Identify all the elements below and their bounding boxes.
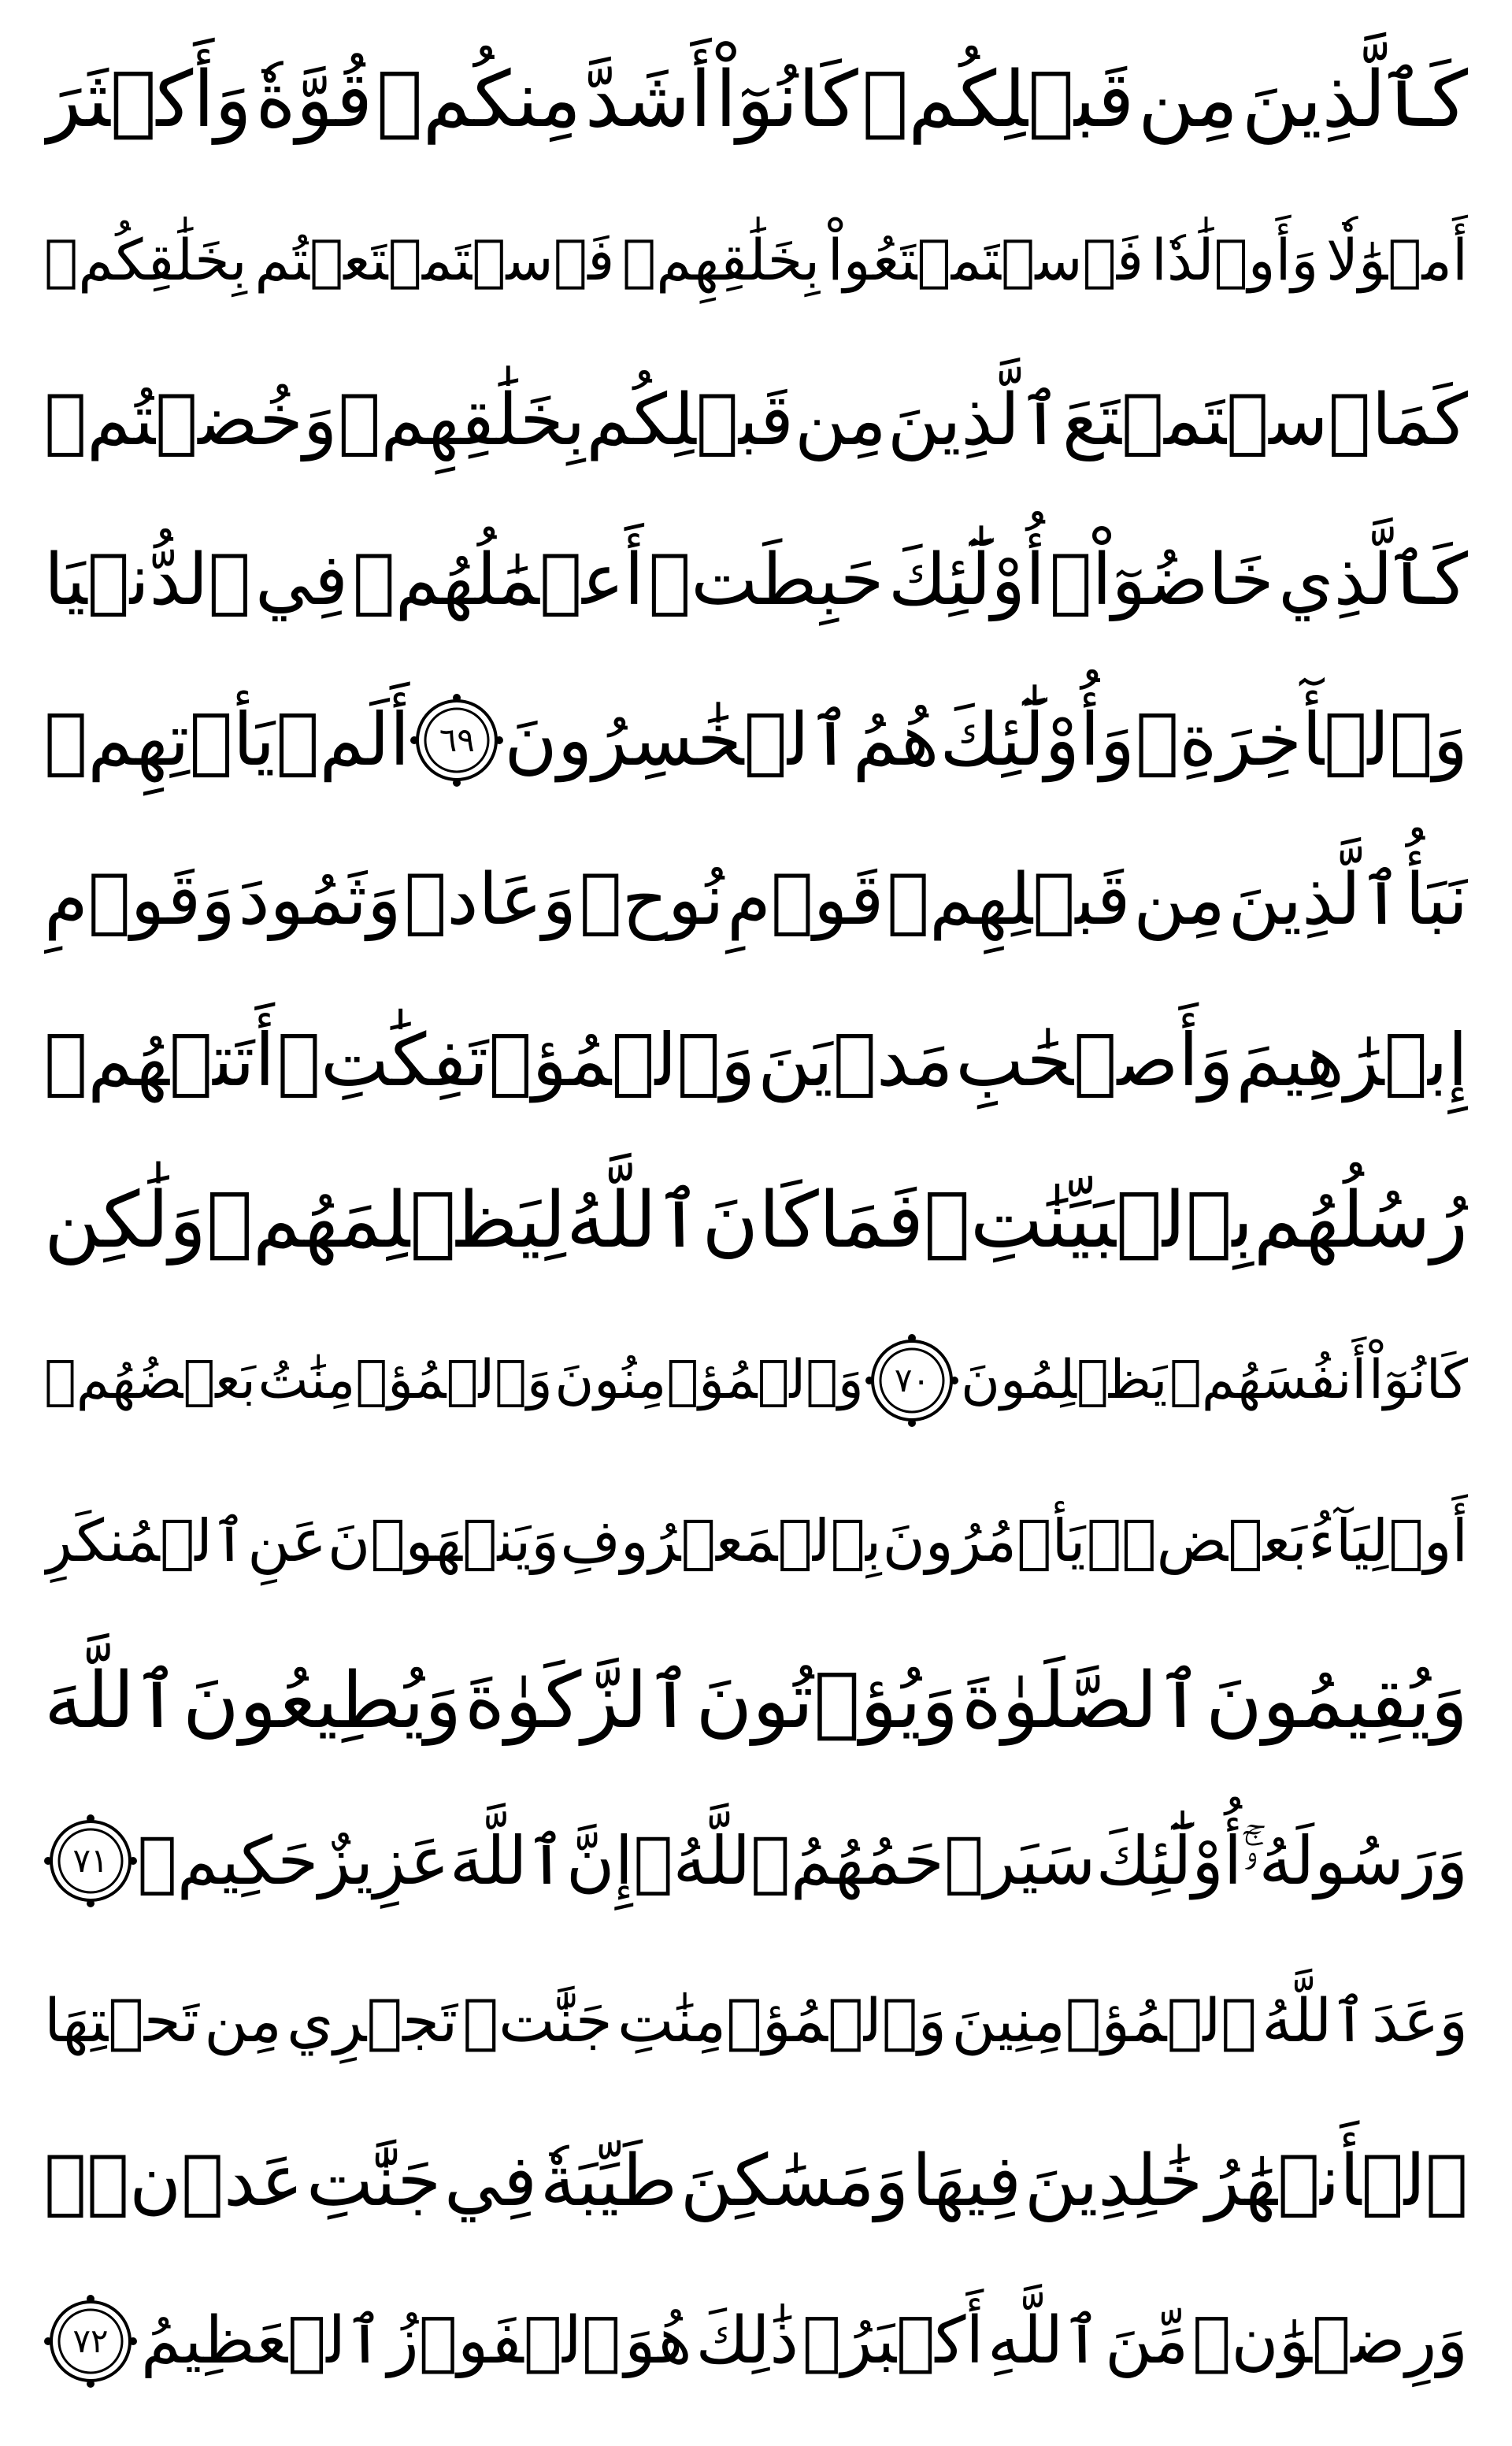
word: فَٱسۡتَمۡتَعۡتُم bbox=[254, 227, 615, 294]
text-line bbox=[44, 27, 1468, 173]
word: مَدۡيَنَ bbox=[758, 1017, 954, 1103]
word: وَٱلۡمُؤۡتَفِكَٰتِۚ bbox=[276, 1017, 756, 1103]
word: ٱلدُّنۡيَا bbox=[44, 538, 251, 621]
word: بِخَلَٰقِكُمۡ bbox=[44, 227, 247, 294]
text-line bbox=[44, 1468, 1468, 1614]
word: خَاضُوٓاْۚ bbox=[1049, 538, 1274, 621]
word: ٱلۡمُنكَرِ bbox=[44, 1507, 247, 1575]
word: وَٱلۡمُؤۡمِنَٰتُ bbox=[258, 1349, 553, 1412]
word: وَعَادٖ bbox=[404, 858, 576, 942]
ayah-number-marker bbox=[44, 2295, 137, 2388]
word: كَانُوٓاْ bbox=[715, 55, 858, 145]
word: نُوحٖ bbox=[579, 858, 724, 942]
word: بِٱلۡبَيِّنَٰتِۖ bbox=[924, 1175, 1254, 1266]
ayah-number: ٦٩ bbox=[439, 721, 475, 760]
text-line bbox=[44, 187, 1468, 333]
word: كَانَ bbox=[702, 1175, 819, 1266]
word: عَدۡنٖۚ bbox=[44, 2139, 304, 2222]
word: رُسُلُهُم bbox=[1253, 1175, 1468, 1266]
text-line bbox=[44, 2108, 1468, 2255]
word: ٱلَّذِينَ bbox=[887, 378, 1062, 461]
word: فَٱسۡتَمۡتَعُواْ bbox=[827, 227, 1144, 294]
word: وَرِضۡوَٰنٞ bbox=[1192, 2303, 1468, 2378]
word: قَبۡلِكُم bbox=[586, 378, 794, 461]
word: تَحۡتِهَا bbox=[44, 1985, 199, 2056]
word: ٱلۡفَوۡزُ bbox=[387, 2303, 621, 2378]
word: كَٱلَّذِي bbox=[1278, 538, 1468, 621]
word: سَيَرۡحَمُهُمُ bbox=[790, 1822, 1096, 1900]
text-line bbox=[44, 507, 1468, 654]
ayah-number-marker bbox=[865, 1334, 958, 1427]
word: مِن bbox=[1137, 55, 1239, 145]
word: تَجۡرِي bbox=[287, 1985, 458, 2056]
word: بَعۡضُهُمۡ bbox=[44, 1349, 256, 1412]
word: كَانُوٓاْ bbox=[1368, 1349, 1468, 1412]
word: إِنَّ bbox=[565, 1822, 633, 1900]
word: طَيِّبَةٗ bbox=[539, 2139, 678, 2222]
word: أَوۡلِيَآءُ bbox=[1308, 1507, 1468, 1575]
word: ٱلۡخَٰسِرُونَ bbox=[504, 698, 852, 783]
text-line bbox=[44, 988, 1468, 1134]
word: وَرَسُولَهُۥٓۚ bbox=[1242, 1822, 1468, 1900]
word: بَعۡضٖۚ bbox=[1086, 1507, 1307, 1575]
word: أَمۡوَٰلٗا bbox=[1325, 227, 1468, 294]
word: أُوْلَٰٓئِكَ bbox=[1095, 1822, 1243, 1900]
word: ٱللَّهِ bbox=[988, 2303, 1102, 2378]
word: هُمُ bbox=[852, 698, 939, 783]
word: خَٰلِدِينَ bbox=[1024, 2139, 1203, 2222]
word: نَبَأُ bbox=[1405, 858, 1468, 942]
word: ٱلۡمُؤۡمِنِينَ bbox=[951, 1985, 1257, 2056]
word: أَلَمۡ bbox=[276, 698, 410, 783]
word: فِيهَا bbox=[911, 2139, 1022, 2222]
word: أُوْلَٰٓئِكَ bbox=[888, 538, 1045, 621]
word: حَكِيمٞ bbox=[137, 1822, 319, 1900]
word: مِن bbox=[204, 1985, 282, 2056]
word: ٱللَّهَ bbox=[44, 1655, 180, 1746]
word: ٱلصَّلَوٰةَ bbox=[961, 1655, 1203, 1746]
word: وَأُوْلَٰٓئِكَ bbox=[939, 698, 1136, 783]
text-line bbox=[44, 347, 1468, 494]
text-line bbox=[44, 1628, 1468, 1774]
text-line bbox=[44, 667, 1468, 813]
word: بِخَلَٰقِهِمۡ bbox=[622, 227, 821, 294]
word: وَعَدَ bbox=[1372, 1985, 1468, 2056]
word: وَمَسَٰكِنَ bbox=[680, 2139, 910, 2222]
word: حَبِطَتۡ bbox=[648, 538, 884, 621]
word: وَأَكۡثَرَ bbox=[44, 55, 252, 145]
ayah-number-marker bbox=[44, 1814, 137, 1907]
word: قَوۡمِ bbox=[727, 858, 884, 942]
word: يَظۡلِمُونَ bbox=[961, 1349, 1168, 1412]
word: وَأَصۡحَٰبِ bbox=[955, 1017, 1234, 1103]
word: ٱلزَّكَوٰةَ bbox=[464, 1655, 693, 1746]
word: أَعۡمَٰلُهُمۡ bbox=[352, 538, 644, 621]
word: وَقَوۡمِ bbox=[44, 858, 235, 942]
word: قَبۡلِهِمۡ bbox=[887, 858, 1131, 942]
word: ٱللَّهَ bbox=[450, 1822, 566, 1900]
word: مِن bbox=[795, 378, 887, 461]
word: هُوَ bbox=[624, 2303, 692, 2378]
word: ٱللَّهُ bbox=[1262, 1985, 1367, 2056]
word: ٱسۡتَمۡتَعَ bbox=[1062, 378, 1371, 461]
word: ٱلۡعَظِيمُ bbox=[140, 2303, 384, 2378]
word: ٱلَّذِينَ bbox=[1228, 858, 1403, 942]
word: جَنَّٰتٖ bbox=[462, 1985, 613, 2056]
word: ذَٰلِكَ bbox=[695, 2303, 799, 2378]
word: أَكۡبَرُۚ bbox=[802, 2303, 984, 2378]
word: عَنِ bbox=[247, 1507, 327, 1575]
word: وَيُؤۡتُونَ bbox=[695, 1655, 959, 1746]
word: إِبۡرَٰهِيمَ bbox=[1236, 1017, 1468, 1103]
word: كَمَا bbox=[1371, 378, 1468, 461]
word: فِي bbox=[443, 2139, 538, 2222]
word: وَلَٰكِن bbox=[44, 1175, 206, 1266]
ayah-number: ٧٠ bbox=[894, 1361, 930, 1400]
word: أَشَدَّ bbox=[584, 55, 712, 145]
word: وَيُطِيعُونَ bbox=[182, 1655, 462, 1746]
word: بِٱلۡمَعۡرُوفِ bbox=[560, 1507, 882, 1575]
word: مِن bbox=[1133, 858, 1225, 942]
word: أَنفُسَهُمۡ bbox=[1169, 1349, 1367, 1412]
word: أَتَتۡهُمۡ bbox=[44, 1017, 275, 1103]
word: قُوَّةٗ bbox=[255, 55, 373, 145]
text-line bbox=[44, 1307, 1468, 1454]
word: كَٱلَّذِينَ bbox=[1241, 55, 1468, 145]
word: لِيَظۡلِمَهُمۡ bbox=[206, 1175, 566, 1266]
text-line bbox=[44, 2268, 1468, 2414]
word: وَثَمُودَ bbox=[238, 858, 402, 942]
word: بِخَلَٰقِهِمۡ bbox=[338, 378, 586, 461]
word: عَزِيزٌ bbox=[318, 1822, 450, 1900]
word: يَأۡمُرُونَ bbox=[882, 1507, 1086, 1575]
word: مِنكُمۡ bbox=[376, 55, 582, 145]
word: جَنَّٰتِ bbox=[306, 2139, 442, 2222]
text-line bbox=[44, 827, 1468, 973]
ayah-number: ٧١ bbox=[72, 1841, 109, 1881]
text-line bbox=[44, 1147, 1468, 1294]
word: مِّنَ bbox=[1104, 2303, 1189, 2378]
word: وَيُقِيمُونَ bbox=[1206, 1655, 1468, 1746]
word: فَمَا bbox=[818, 1175, 925, 1266]
word: وَٱلۡمُؤۡمِنَٰتِ bbox=[617, 1985, 947, 2056]
word: ٱللَّهُۗ bbox=[633, 1822, 791, 1900]
word: وَخُضۡتُمۡ bbox=[44, 378, 338, 461]
word: وَيَنۡهَوۡنَ bbox=[327, 1507, 560, 1575]
word: قَبۡلِكُمۡ bbox=[862, 55, 1135, 145]
text-line bbox=[44, 1948, 1468, 2094]
word: وَٱلۡمُؤۡمِنُونَ bbox=[554, 1349, 864, 1412]
ayah-number-marker bbox=[410, 694, 503, 787]
ayah-number: ٧٢ bbox=[72, 2321, 109, 2360]
word: فِي bbox=[255, 538, 349, 621]
word: يَأۡتِهِمۡ bbox=[44, 698, 276, 783]
word: ٱللَّهُ bbox=[565, 1175, 702, 1266]
word: ٱلۡأَنۡهَٰرُ bbox=[1205, 2139, 1468, 2222]
word: وَأَوۡلَٰدٗا bbox=[1151, 227, 1319, 294]
text-line bbox=[44, 1788, 1468, 1934]
word: وَٱلۡأٓخِرَةِۖ bbox=[1136, 698, 1468, 783]
